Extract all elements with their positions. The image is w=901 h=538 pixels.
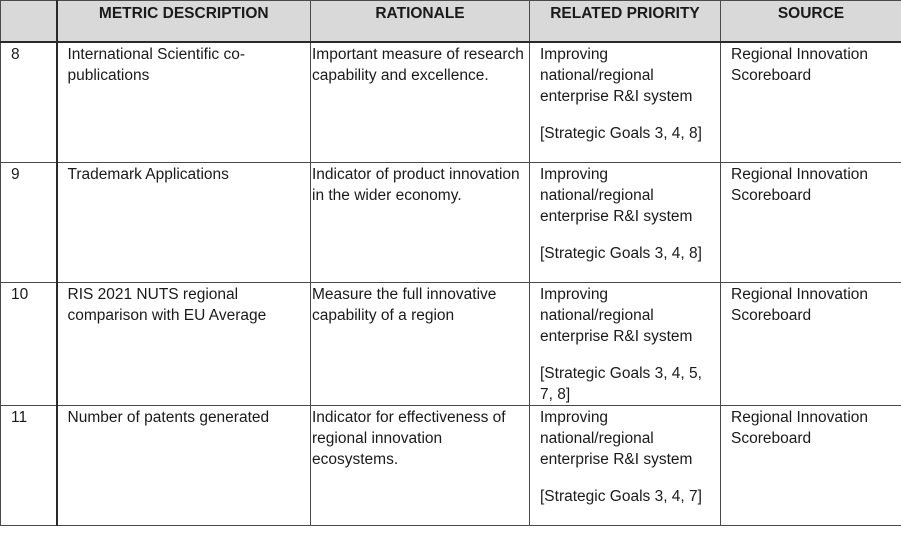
related-priority — [530, 163, 721, 283]
row-number: 9 — [1, 163, 57, 283]
strategic-goals: [Strategic Goals 3, 4, 8] — [540, 125, 702, 142]
metric-description: Trademark Applications — [57, 163, 311, 283]
strategic-goals: [Strategic Goals 3, 4, 5, 7, 8] — [540, 365, 702, 403]
source: Regional Innovation Scoreboard — [721, 42, 901, 163]
header-source: SOURCE — [721, 1, 901, 43]
header-row — [1, 1, 901, 43]
priority-text: Improving national/regional enterprise R&I system — [540, 166, 693, 225]
priority-text: Improving national/regional enterprise R&I system — [540, 286, 693, 345]
table-row — [1, 406, 901, 526]
table-row — [1, 42, 901, 163]
strategic-goals: [Strategic Goals 3, 4, 8] — [540, 245, 702, 262]
source: Regional Innovation Scoreboard — [721, 406, 901, 526]
source: Regional Innovation Scoreboard — [721, 163, 901, 283]
row-number: 8 — [1, 42, 57, 163]
table-row — [1, 283, 901, 406]
metric-description: International Scientific co-publications — [57, 42, 311, 163]
table-header — [1, 1, 901, 43]
related-priority — [530, 42, 721, 163]
header-metric-description: METRIC DESCRIPTION — [57, 1, 311, 43]
row-number: 10 — [1, 283, 57, 406]
rationale: Indicator of product innovation in the wider economy. — [311, 163, 530, 283]
header-number — [1, 1, 57, 43]
related-priority — [530, 406, 721, 526]
header-related-priority: RELATED PRIORITY — [530, 1, 721, 43]
priority-text: Improving national/regional enterprise R&I system — [540, 46, 693, 105]
priority-text: Improving national/regional enterprise R&I system — [540, 409, 693, 468]
rationale: Measure the full innovative capability of a region — [311, 283, 530, 406]
source: Regional Innovation Scoreboard — [721, 283, 901, 406]
header-rationale: RATIONALE — [311, 1, 530, 43]
table-body — [1, 42, 901, 526]
metric-description: RIS 2021 NUTS regional comparison with EU Average — [57, 283, 311, 406]
table-row — [1, 163, 901, 283]
rationale: Indicator for effectiveness of regional innovation ecosystems. — [311, 406, 530, 526]
related-priority — [530, 283, 721, 406]
strategic-goals: [Strategic Goals 3, 4, 7] — [540, 488, 702, 505]
metric-description: Number of patents generated — [57, 406, 311, 526]
rationale: Important measure of research capability and excellence. — [311, 42, 530, 163]
row-number: 11 — [1, 406, 57, 526]
